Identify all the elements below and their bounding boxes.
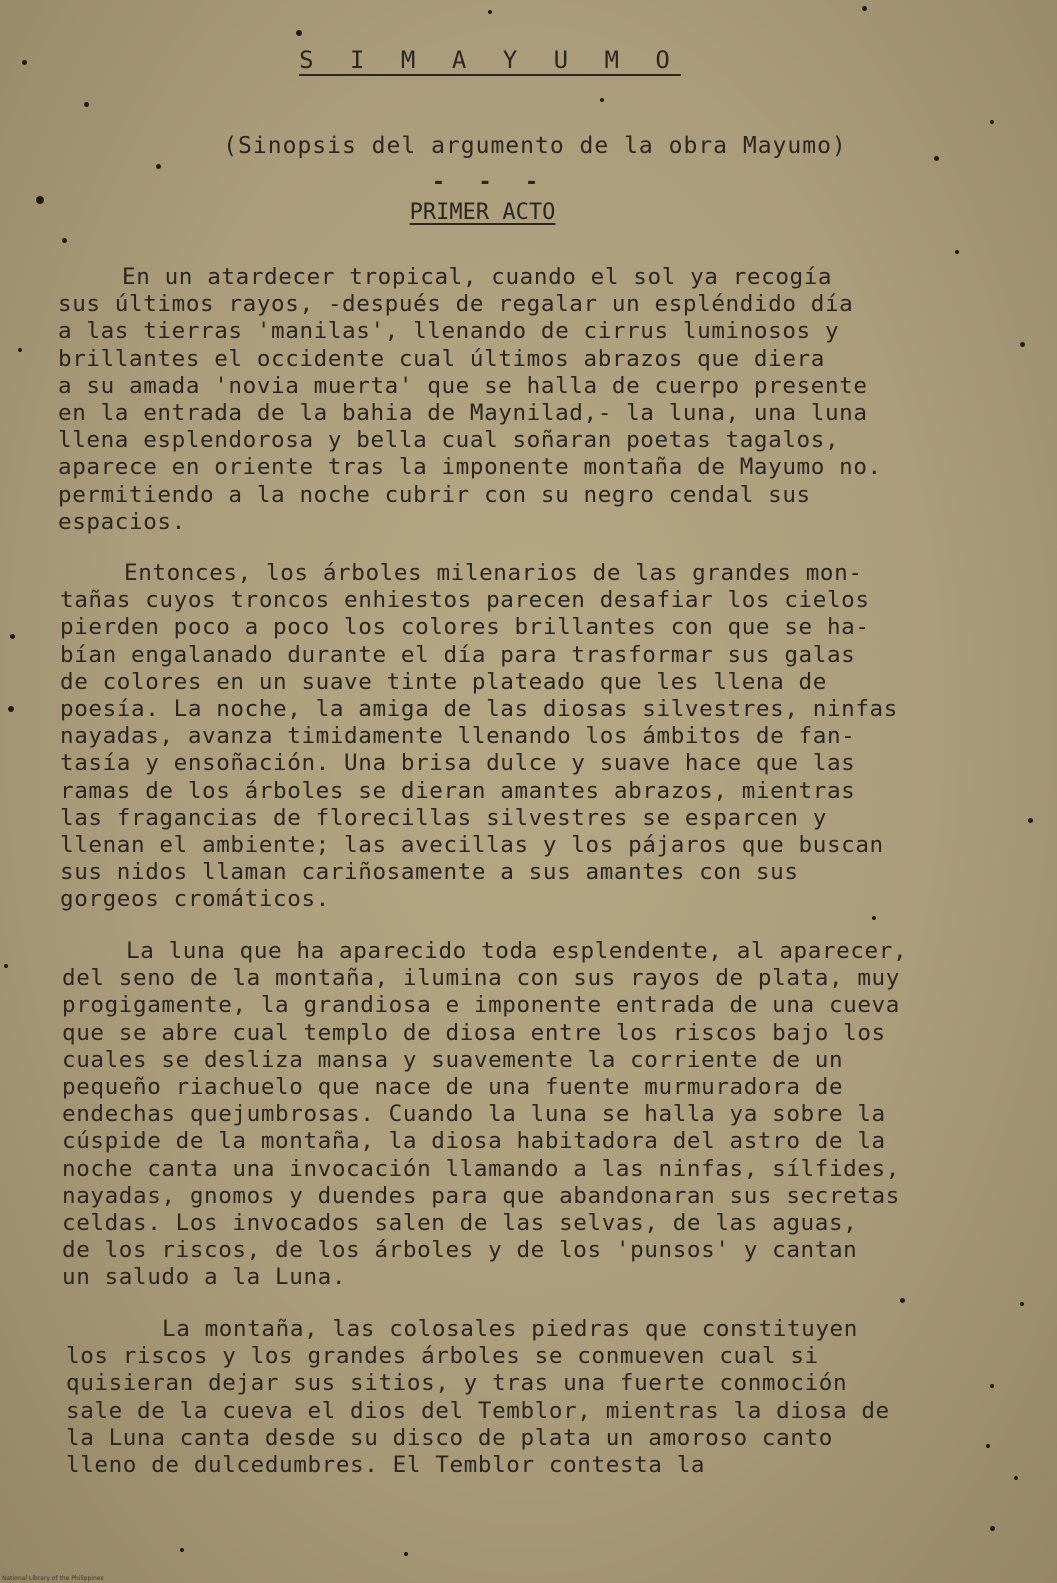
text-line: los riscos y los grandes árboles se conmueven cual si	[66, 1343, 819, 1370]
ink-speck	[156, 164, 161, 169]
paragraph-1	[58, 264, 882, 536]
ink-speck	[10, 634, 15, 639]
ink-speck	[18, 348, 22, 352]
ink-speck	[955, 250, 959, 254]
text-line: llenan el ambiente; las avecillas y los pájaros que buscan	[60, 832, 884, 859]
ink-speck	[4, 964, 8, 968]
text-line: endechas quejumbrosas. Cuando la luna se halla ya sobre la	[62, 1101, 886, 1128]
ink-speck	[990, 1384, 994, 1388]
text-line: progigamente, la grandiosa e imponente entrada de una cueva	[62, 992, 900, 1019]
ink-speck	[862, 6, 867, 11]
document-title: S I M A Y U M O	[299, 46, 681, 74]
ink-speck	[8, 706, 14, 712]
text-line: del seno de la montaña, ilumina con sus rayos de plata, muy	[62, 965, 900, 992]
text-line: a las tierras 'manilas', llenando de cirrus luminosos y	[58, 318, 840, 345]
text-line: gorgeos cromáticos.	[60, 886, 330, 913]
ink-speck	[62, 238, 67, 243]
ink-speck	[296, 30, 302, 36]
document-subtitle: (Sinopsis del argumento de la obra Mayumo)	[223, 133, 847, 159]
act-heading: PRIMER ACTO	[409, 200, 556, 225]
ink-speck	[1028, 818, 1033, 823]
text-line: poesía. La noche, la amiga de las diosas silvestres, ninfas	[60, 696, 898, 723]
text-line: sus nidos llaman cariñosamente a sus amantes con sus	[60, 859, 799, 886]
text-line: tasía y ensoñación. Una brisa dulce y suave hace que las	[60, 750, 856, 777]
text-line: quisieran dejar sus sitios, y tras una fuerte conmoción	[66, 1370, 848, 1397]
paragraph-3	[62, 938, 907, 1292]
paragraph-2	[60, 560, 898, 914]
ink-speck	[934, 156, 939, 161]
ink-speck	[84, 102, 89, 107]
text-line: Entonces, los árboles milenarios de las grandes mon-	[124, 560, 863, 586]
ink-speck	[600, 98, 604, 102]
text-line: ramas de los árboles se dieran amantes abrazos, mientras	[60, 777, 856, 804]
text-line: a su amada 'novia muerta' que se halla de cuerpo presente	[58, 372, 868, 399]
paragraph-4	[66, 1316, 890, 1479]
ink-speck	[404, 1552, 408, 1556]
text-line: aparece en oriente tras la imponente montaña de Mayumo no.	[58, 454, 882, 481]
text-line: espacios.	[58, 508, 186, 535]
text-line: En un atardecer tropical, cuando el sol ya recogía	[122, 264, 833, 290]
ink-speck	[36, 196, 44, 204]
text-line: sus últimos rayos, -después de regalar un espléndido día	[58, 291, 854, 318]
text-line: cúspide de la montaña, la diosa habitadora del astro de la	[62, 1128, 886, 1155]
text-line: tañas cuyos troncos enhiestos parecen desafiar los cielos	[60, 587, 870, 614]
library-footer: National Library of the Philippines	[2, 1575, 104, 1582]
ink-speck	[990, 1526, 995, 1531]
text-line: permitiendo a la noche cubrir con su negro cendal sus	[58, 481, 811, 508]
text-line: la Luna canta desde su disco de plata un amoroso canto	[66, 1424, 833, 1451]
text-line: cuales se desliza mansa y suavemente la corriente de un	[62, 1046, 844, 1073]
text-line: La montaña, las colosales piedras que constituyen	[162, 1316, 858, 1342]
text-line: un saludo a la Luna.	[62, 1264, 347, 1291]
text-line: sale de la cueva el dios del Temblor, mientras la diosa de	[66, 1397, 890, 1424]
text-line: lleno de dulcedumbres. El Temblor contesta la	[66, 1452, 706, 1479]
ink-speck	[488, 10, 492, 14]
ink-speck	[1020, 342, 1025, 347]
text-line: que se abre cual templo de diosa entre los riscos bajo los	[62, 1019, 886, 1046]
text-line: de los riscos, de los árboles y de los 'punsos' y cantan	[62, 1237, 858, 1264]
ink-speck	[180, 1548, 184, 1552]
text-line: La luna que ha aparecido toda esplendente, al aparecer,	[126, 938, 908, 964]
text-line: las fragancias de florecillas silvestres se esparcen y	[60, 804, 827, 831]
ink-speck	[1020, 1302, 1024, 1306]
ink-speck	[1014, 1476, 1018, 1480]
text-line: pequeño riachuelo que nace de una fuente murmuradora de	[62, 1074, 844, 1101]
text-line: en la entrada de la bahia de Maynilad,- la luna, una luna	[58, 400, 868, 427]
ink-speck	[900, 1298, 905, 1303]
text-line: celdas. Los invocados salen de las selvas, de las aguas,	[62, 1210, 858, 1237]
text-line: llena esplendorosa y bella cual soñaran poetas tagalos,	[58, 427, 840, 454]
ink-speck	[872, 916, 876, 920]
ink-speck	[986, 1444, 990, 1448]
text-line: noche canta una invocación llamando a las ninfas, sílfides,	[62, 1155, 900, 1182]
text-line: nayadas, avanza timidamente llenando los ámbitos de fan-	[60, 723, 856, 750]
text-line: nayadas, gnomos y duendes para que abandonaran sus secretas	[62, 1182, 900, 1209]
text-line: brillantes el occidente cual últimos abrazos que diera	[58, 345, 825, 372]
separator: - - -	[431, 170, 549, 195]
text-line: pierden poco a poco los colores brillantes con que se ha-	[60, 614, 870, 641]
text-line: bían engalanado durante el día para trasformar sus galas	[60, 641, 856, 668]
ink-speck	[990, 120, 994, 124]
ink-speck	[22, 60, 27, 65]
text-line: de colores en un suave tinte plateado que les llena de	[60, 668, 827, 695]
